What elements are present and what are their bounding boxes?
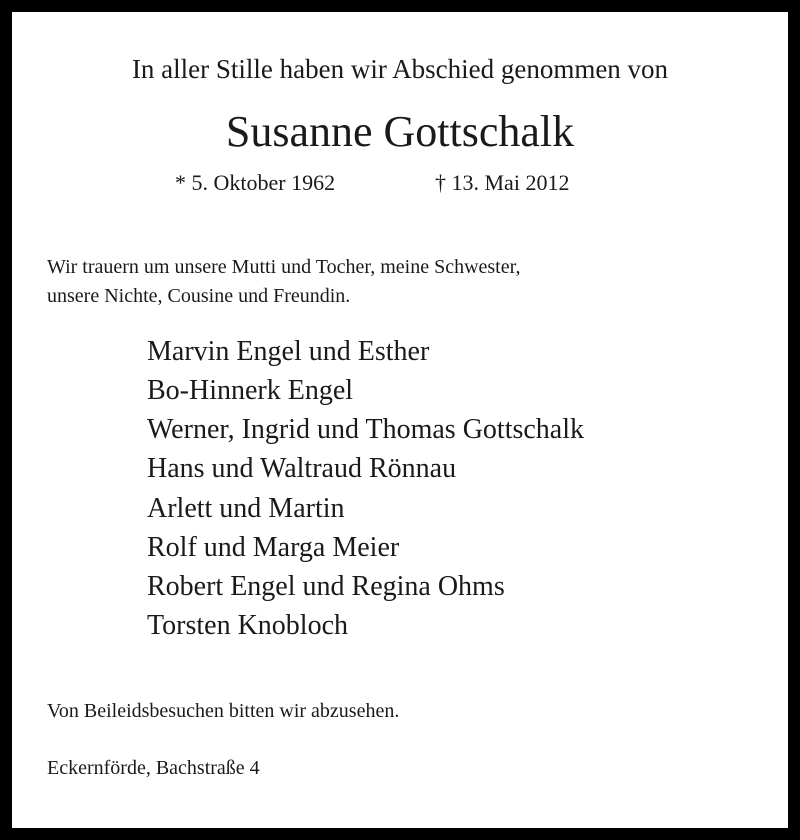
condolence-note: Von Beileidsbesuchen bitten wir abzusehen. [47,700,400,722]
obituary-notice [12,12,788,828]
mourner: Hans und Waltraud Rönnau [147,453,457,484]
mourner: Arlett und Martin [147,493,345,524]
deceased-name: Susanne Gottschalk [225,107,575,156]
heading: In aller Stille haben wir Abschied genommen von [131,54,669,84]
mourner: Torsten Knobloch [147,610,349,641]
mourner: Werner, Ingrid und Thomas Gottschalk [147,414,585,445]
message-line: Wir trauern um unsere Mutti und Tocher, meine Schwester, [47,256,521,278]
birth-date: * 5. Oktober 1962 [175,170,336,195]
address: Eckernförde, Bachstraße 4 [47,757,260,779]
mourner: Marvin Engel und Esther [147,336,430,367]
death-date: † 13. Mai 2012 [435,170,570,195]
mourner: Robert Engel und Regina Ohms [147,571,505,602]
mourner: Bo-Hinnerk Engel [147,375,354,406]
mourner: Rolf und Marga Meier [147,532,400,563]
message-line: unsere Nichte, Cousine und Freundin. [47,285,351,307]
